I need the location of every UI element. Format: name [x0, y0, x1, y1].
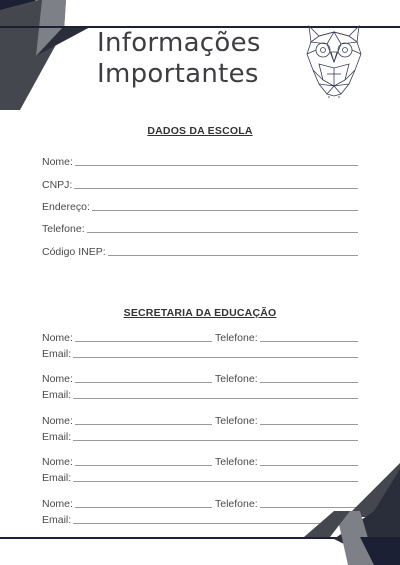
secretaria-entry-1-row [42, 330, 358, 344]
field-label: Código INEP: [42, 246, 106, 258]
secretaria-name-field[interactable] [42, 371, 212, 385]
fill-line [75, 424, 212, 425]
fill-line [75, 465, 212, 466]
fill-line [75, 165, 358, 166]
field-label: Telefone: [215, 332, 258, 344]
school-name-field[interactable] [42, 154, 358, 168]
secretaria-email-field[interactable] [42, 346, 358, 360]
fill-line [87, 232, 358, 233]
school-inep-field[interactable] [42, 244, 358, 258]
secretaria-email-field[interactable] [42, 429, 358, 443]
secretaria-name-field[interactable] [42, 330, 212, 344]
secretaria-name-field[interactable] [42, 496, 212, 510]
fill-line [108, 255, 358, 256]
fill-line [260, 341, 358, 342]
field-label: Telefone: [215, 373, 258, 385]
field-label: Email: [42, 514, 72, 526]
fill-line [75, 507, 212, 508]
field-label: Telefone: [215, 456, 258, 468]
top-left-corner-decoration [0, 0, 110, 110]
secretaria-name-field[interactable] [42, 454, 212, 468]
secretaria-section-heading: SECRETARIA DA EDUCAÇÃO [123, 307, 277, 319]
field-label: Nome: [42, 332, 73, 344]
page-title [97, 28, 261, 90]
field-label: Telefone: [215, 498, 258, 510]
secretaria-name-field[interactable] [42, 413, 212, 427]
secretaria-email-field[interactable] [42, 387, 358, 401]
title-line-1: Informações [97, 28, 261, 58]
secretaria-entry-2-row [42, 371, 358, 385]
secretaria-phone-field[interactable] [215, 371, 358, 385]
secretaria-entry-3-row [42, 413, 358, 427]
fill-line [75, 341, 212, 342]
fill-line [73, 440, 358, 441]
fill-line [73, 357, 358, 358]
school-cnpj-field[interactable] [42, 177, 358, 191]
field-label: Nome: [42, 373, 73, 385]
field-label: Telefone: [215, 415, 258, 427]
field-label: Email: [42, 348, 72, 360]
fill-line [260, 424, 358, 425]
fill-line [75, 382, 212, 383]
school-section-heading: DADOS DA ESCOLA [147, 125, 253, 137]
field-label: Email: [42, 389, 72, 401]
owl-logo-icon [305, 24, 363, 98]
field-label: Nome: [42, 415, 73, 427]
field-label: Nome: [42, 156, 73, 168]
fill-line [74, 188, 358, 189]
fill-line [92, 210, 358, 211]
bottom-right-corner-decoration [290, 455, 400, 565]
fill-line [73, 398, 358, 399]
field-label: Email: [42, 472, 72, 484]
field-label: CNPJ: [42, 179, 73, 191]
school-phone-field[interactable] [42, 221, 358, 235]
field-label: Telefone: [42, 223, 85, 235]
field-label: Email: [42, 431, 72, 443]
field-label: Nome: [42, 498, 73, 510]
title-line-2: Importantes [97, 59, 259, 89]
field-label: Endereço: [42, 201, 90, 213]
secretaria-phone-field[interactable] [215, 413, 358, 427]
fill-line [260, 382, 358, 383]
secretaria-phone-field[interactable] [215, 330, 358, 344]
school-address-field[interactable] [42, 199, 358, 213]
field-label: Nome: [42, 456, 73, 468]
